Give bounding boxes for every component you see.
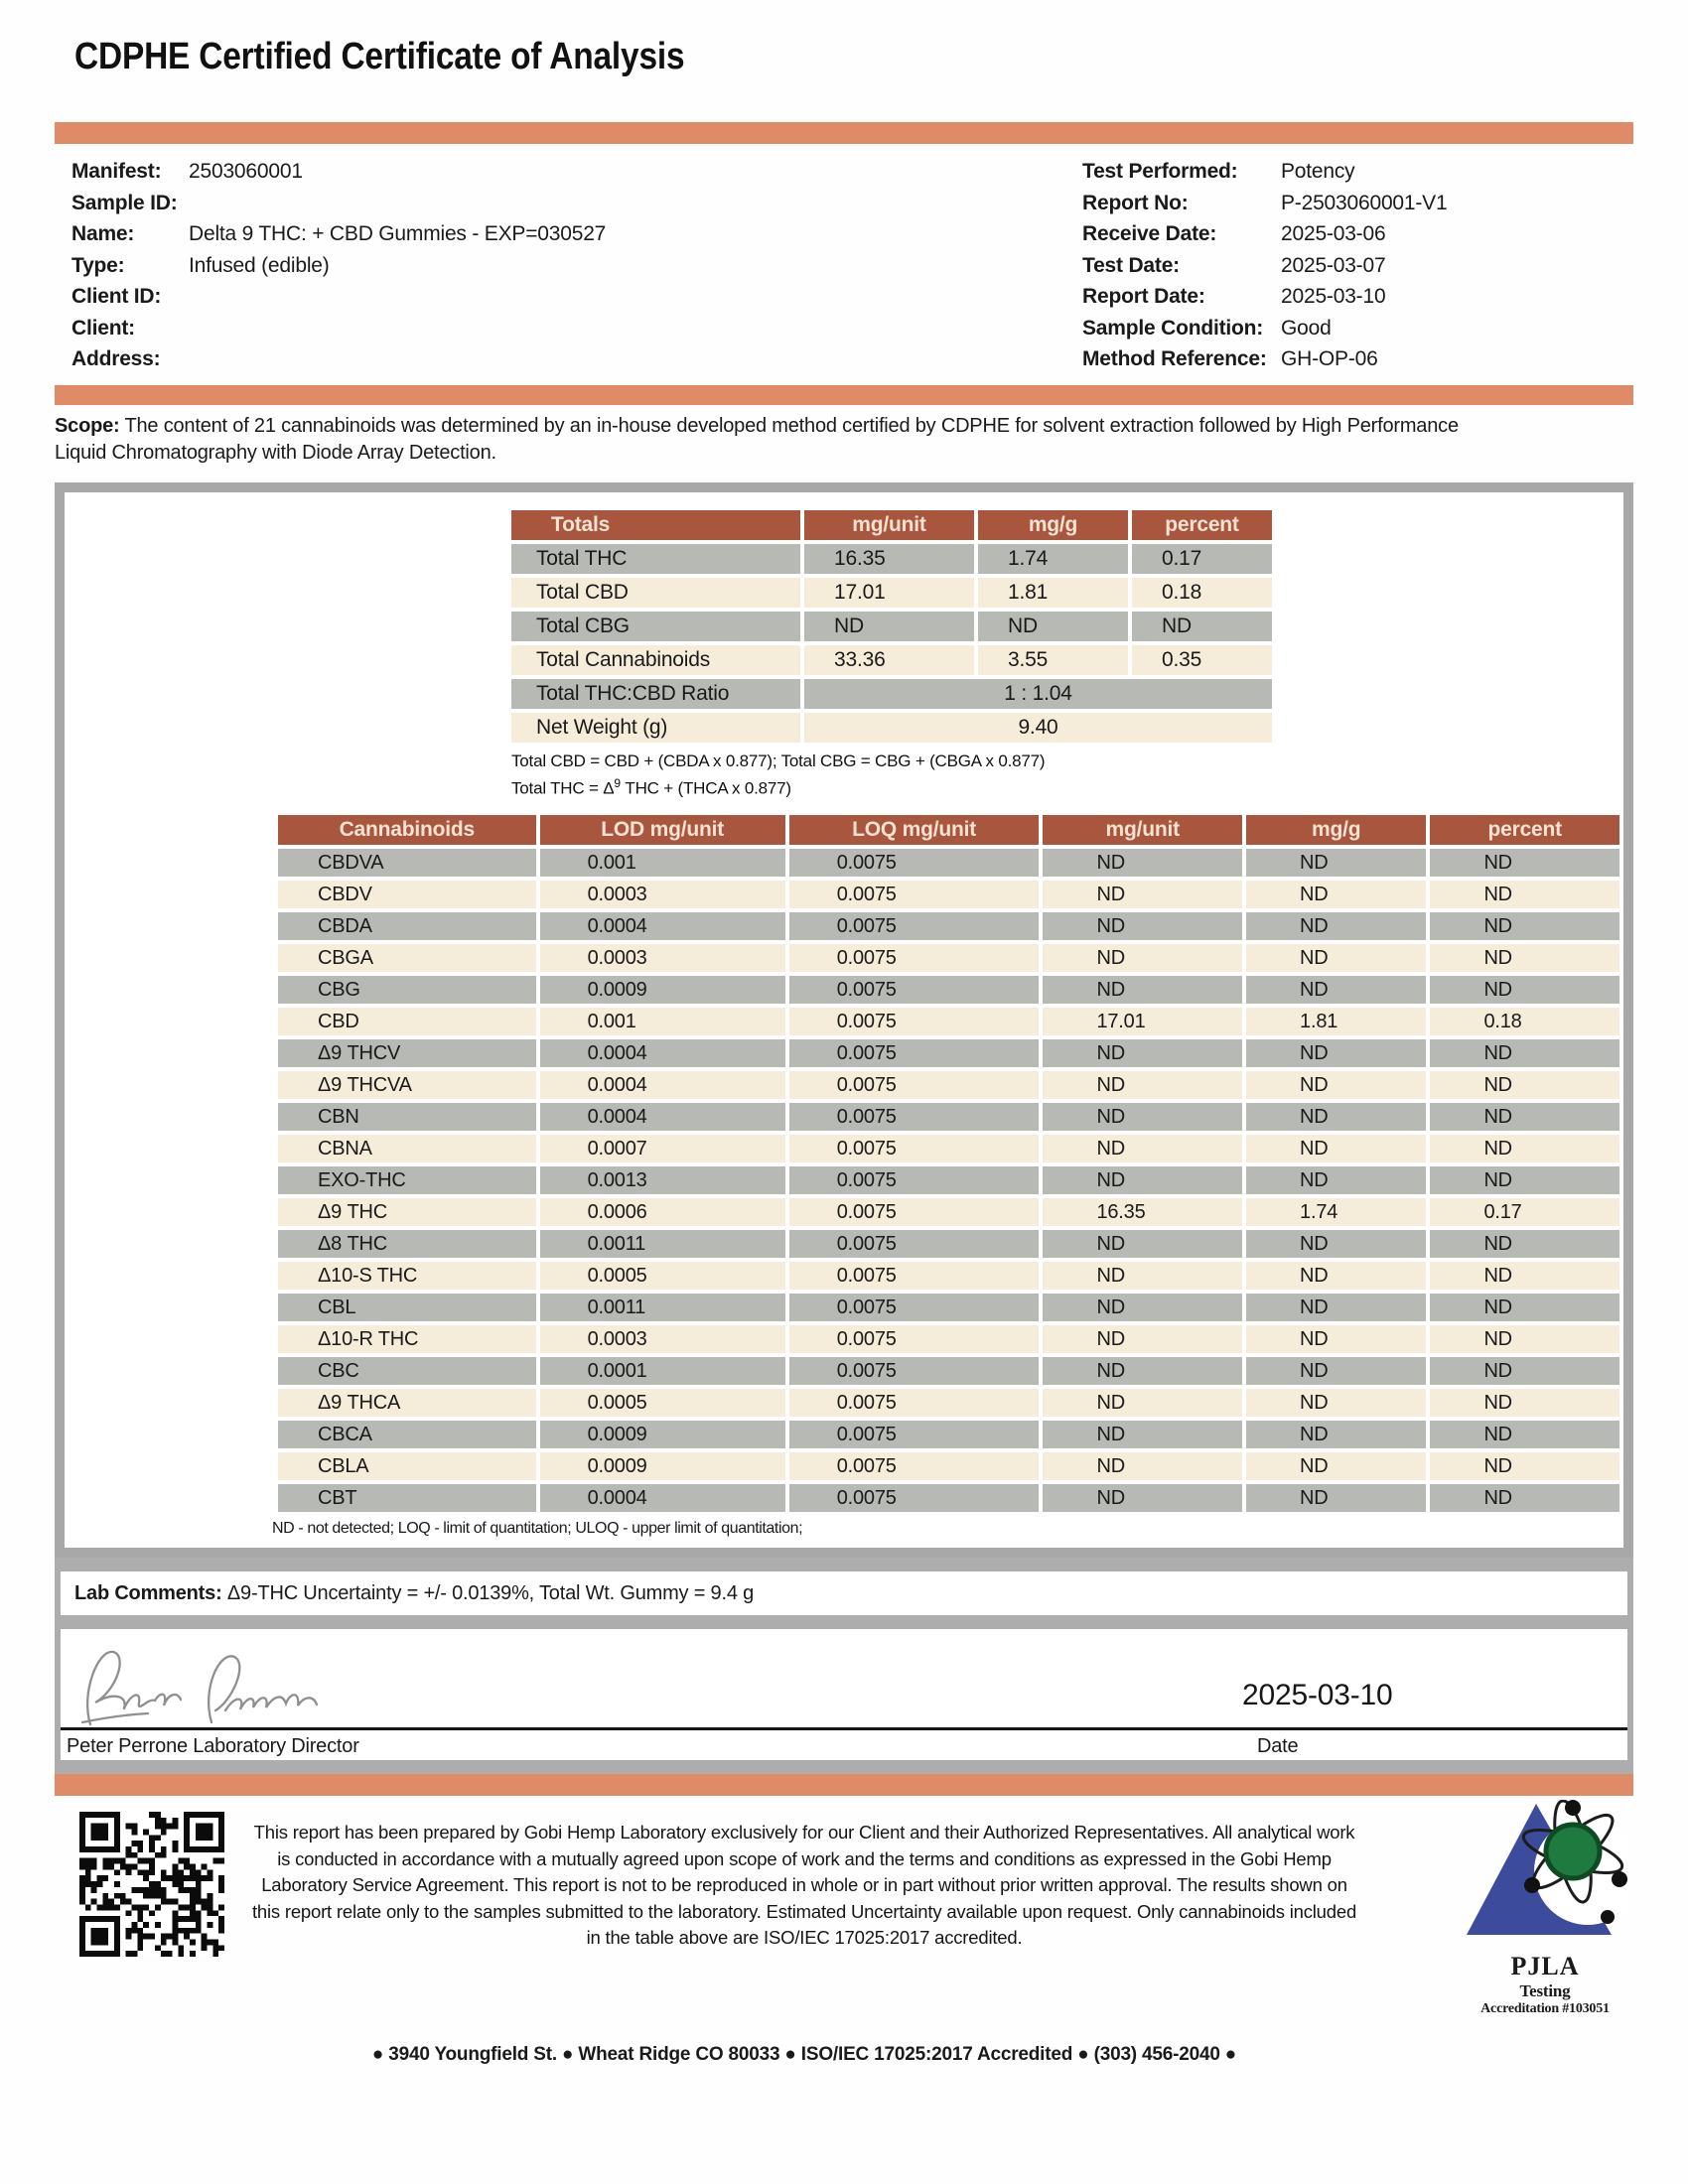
cannabinoid-row — [278, 1262, 1619, 1290]
cannabinoid-name: Δ9 THCV — [278, 1039, 536, 1067]
cannabinoid-value: ND — [1430, 912, 1619, 940]
cannabinoid-value: ND — [1430, 1484, 1619, 1512]
cannabinoid-value: ND — [1246, 1071, 1426, 1099]
info-row — [1082, 313, 1633, 344]
cannabinoid-value: 0.0011 — [540, 1294, 785, 1321]
cannabinoid-value: 0.0075 — [789, 1357, 1040, 1385]
cannabinoids-header-cell: percent — [1430, 815, 1619, 845]
info-value: Delta 9 THC: + CBD Gummies - EXP=030527 — [189, 222, 607, 245]
pjla-logo-icon — [1461, 1800, 1629, 1951]
cannabinoid-name: CBCA — [278, 1421, 536, 1448]
totals-header-cell: percent — [1132, 510, 1272, 540]
cannabinoid-value: ND — [1430, 849, 1619, 877]
info-value: Infused (edible) — [189, 253, 330, 277]
cannabinoid-value: 0.0009 — [540, 1452, 785, 1480]
disclaimer-text: This report has been prepared by Gobi Hemp Laboratory exclusively for our Client and their Authorized Representatives. All analytical work is conducted in accordance with a mutually agreed upon scope of work and the terms and conditions as expressed in the Gobi Hemp Laboratory Service Agreement. This report is not to be reproduced in whole or in part without prior written approval. The results shown on this report relate only to the samples submitted to the laboratory. Estimated Uncertainty available upon request. Only cannabinoids included in the table above are ISO/IEC 17025:2017 accredited. — [251, 1822, 1357, 1949]
page-title: CDPHE Certified Certificate of Analysis — [74, 36, 685, 77]
info-label: Sample Condition: — [1082, 316, 1264, 340]
cannabinoid-value: 0.0004 — [540, 1039, 785, 1067]
cannabinoids-header-cell: mg/g — [1246, 815, 1426, 845]
cannabinoid-row — [278, 1198, 1619, 1226]
cannabinoid-value: ND — [1246, 1039, 1426, 1067]
cannabinoid-value: 0.0005 — [540, 1262, 785, 1290]
totals-row-label: Total CBD — [511, 578, 800, 608]
cannabinoid-value: 0.0075 — [789, 1484, 1040, 1512]
pjla-name: PJLA — [1510, 1952, 1580, 1981]
cannabinoid-name: CBT — [278, 1484, 536, 1512]
info-value: 2503060001 — [189, 160, 303, 183]
info-row — [1082, 281, 1633, 313]
cannabinoid-value: ND — [1430, 1166, 1619, 1194]
cannabinoid-row — [278, 1230, 1619, 1258]
cannabinoid-value: ND — [1430, 1103, 1619, 1131]
totals-table — [507, 506, 1276, 747]
cannabinoid-value: ND — [1043, 1357, 1242, 1385]
footer — [55, 1796, 1633, 2173]
cannabinoid-value: ND — [1430, 1452, 1619, 1480]
info-value: 2025-03-10 — [1281, 285, 1386, 308]
info-label: Client: — [71, 316, 135, 340]
cannabinoids-table — [274, 811, 1623, 1516]
sample-info-column — [55, 156, 846, 375]
cannabinoid-value: ND — [1043, 1135, 1242, 1162]
cannabinoid-row — [278, 1071, 1619, 1099]
totals-row-label: Total Cannabinoids — [511, 645, 800, 675]
cannabinoid-value: 0.0004 — [540, 1071, 785, 1099]
totals-row-value: 0.17 — [1132, 544, 1272, 574]
pjla-testing-label: Testing — [1519, 1981, 1571, 2001]
cannabinoid-value: ND — [1430, 976, 1619, 1004]
nd-footnote: ND - not detected; LOQ - limit of quantitation; ULOQ - upper limit of quantitation; — [272, 1520, 803, 1538]
totals-header-cell: Totals — [511, 510, 800, 540]
sample-info-section — [55, 156, 1633, 375]
cannabinoid-row — [278, 1325, 1619, 1353]
cannabinoid-name: CBDV — [278, 881, 536, 908]
cannabinoid-value: ND — [1043, 1166, 1242, 1194]
info-value: GH-OP-06 — [1281, 347, 1378, 370]
totals-row-value: 1.74 — [978, 544, 1128, 574]
cannabinoid-value: 0.0075 — [789, 976, 1040, 1004]
cannabinoid-value: 0.0075 — [789, 1294, 1040, 1321]
info-row — [71, 343, 846, 375]
cannabinoid-value: ND — [1430, 1262, 1619, 1290]
totals-row-value: ND — [978, 612, 1128, 641]
totals-span-row — [511, 713, 1272, 743]
cannabinoid-value: 0.0075 — [789, 1230, 1040, 1258]
cannabinoid-value: ND — [1043, 1421, 1242, 1448]
cannabinoid-value: 0.001 — [540, 1008, 785, 1035]
cannabinoid-name: Δ9 THCA — [278, 1389, 536, 1417]
cannabinoid-value: ND — [1430, 1325, 1619, 1353]
cannabinoid-name: Δ9 THCVA — [278, 1071, 536, 1099]
cannabinoid-value: ND — [1043, 1039, 1242, 1067]
cannabinoid-value: 0.0075 — [789, 1071, 1040, 1099]
cannabinoid-name: CBNA — [278, 1135, 536, 1162]
totals-row-value: 0.35 — [1132, 645, 1272, 675]
signature-line — [61, 1727, 1627, 1730]
cannabinoid-value: ND — [1043, 976, 1242, 1004]
cannabinoid-value: 0.0011 — [540, 1230, 785, 1258]
cannabinoid-value: ND — [1246, 849, 1426, 877]
cannabinoids-header-cell: mg/unit — [1043, 815, 1242, 845]
totals-row-value: ND — [1132, 612, 1272, 641]
cannabinoid-value: ND — [1246, 1230, 1426, 1258]
cannabinoid-row — [278, 1484, 1619, 1512]
accent-bar-scope — [55, 385, 1633, 405]
cannabinoid-value: ND — [1246, 1421, 1426, 1448]
cannabinoid-value: 0.0007 — [540, 1135, 785, 1162]
cannabinoid-value: 0.0006 — [540, 1198, 785, 1226]
totals-span-value: 9.40 — [804, 713, 1272, 743]
totals-span-label: Total THC:CBD Ratio — [511, 679, 800, 709]
cannabinoid-row — [278, 1166, 1619, 1194]
cannabinoid-value: 0.0075 — [789, 1389, 1040, 1417]
info-row — [71, 313, 846, 344]
totals-header-cell: mg/unit — [804, 510, 974, 540]
cannabinoid-value: ND — [1246, 1166, 1426, 1194]
cannabinoid-value: 0.0003 — [540, 881, 785, 908]
cannabinoid-value: 0.0075 — [789, 1166, 1040, 1194]
cannabinoid-row — [278, 976, 1619, 1004]
cannabinoid-value: ND — [1246, 912, 1426, 940]
cannabinoid-row — [278, 1421, 1619, 1448]
info-value: 2025-03-07 — [1281, 253, 1386, 277]
cannabinoid-name: CBLA — [278, 1452, 536, 1480]
cannabinoids-header-cell: LOD mg/unit — [540, 815, 785, 845]
totals-footnote-2-prefix: Total THC = Δ — [511, 778, 615, 798]
cannabinoid-value: ND — [1043, 1262, 1242, 1290]
cannabinoid-row — [278, 1357, 1619, 1385]
cannabinoid-name: CBC — [278, 1357, 536, 1385]
totals-row-value: 3.55 — [978, 645, 1128, 675]
cannabinoid-name: CBG — [278, 976, 536, 1004]
scope-label: Scope: — [55, 414, 120, 437]
scope-paragraph — [55, 413, 1504, 467]
cannabinoid-name: Δ8 THC — [278, 1230, 536, 1258]
cannabinoid-name: CBDA — [278, 912, 536, 940]
cannabinoid-value: ND — [1043, 912, 1242, 940]
cannabinoid-value: 0.0005 — [540, 1389, 785, 1417]
info-row — [71, 188, 846, 219]
totals-footnote-2-sup: 9 — [614, 775, 621, 790]
totals-header-row — [511, 510, 1272, 540]
cannabinoid-value: 0.0013 — [540, 1166, 785, 1194]
signature-date: 2025-03-10 — [1242, 1679, 1393, 1712]
cannabinoid-value: ND — [1043, 1325, 1242, 1353]
cannabinoid-value: ND — [1430, 1357, 1619, 1385]
cannabinoid-value: ND — [1246, 1294, 1426, 1321]
cannabinoid-value: ND — [1043, 849, 1242, 877]
cannabinoid-value: ND — [1430, 1135, 1619, 1162]
cannabinoid-value: ND — [1430, 1421, 1619, 1448]
scope-text: The content of 21 cannabinoids was determined by an in-house developed method certified by CDPHE for solvent extraction followed by High Performance Liquid Chromatography with Diode Array Detection. — [55, 414, 1459, 464]
cannabinoid-value: ND — [1430, 1230, 1619, 1258]
cannabinoid-value: ND — [1043, 1071, 1242, 1099]
cannabinoid-value: ND — [1430, 1039, 1619, 1067]
info-row — [71, 156, 846, 188]
lab-comments-text — [61, 1571, 1627, 1615]
cannabinoid-value: 0.0004 — [540, 912, 785, 940]
cannabinoid-value: ND — [1246, 1103, 1426, 1131]
info-row — [1082, 343, 1633, 375]
cannabinoid-row — [278, 881, 1619, 908]
cannabinoid-row — [278, 1389, 1619, 1417]
info-label: Manifest: — [71, 160, 162, 183]
info-label: Address: — [71, 347, 161, 370]
cannabinoids-header-cell: LOQ mg/unit — [789, 815, 1040, 845]
totals-table-body — [511, 544, 1272, 743]
cannabinoid-value: 0.0075 — [789, 881, 1040, 908]
cannabinoid-value: ND — [1043, 1103, 1242, 1131]
cannabinoid-value: 0.0075 — [789, 912, 1040, 940]
cannabinoid-value: ND — [1043, 881, 1242, 908]
totals-row — [511, 544, 1272, 574]
info-label: Type: — [71, 253, 125, 277]
cannabinoid-value: 0.0075 — [789, 1325, 1040, 1353]
cannabinoid-value: ND — [1043, 1294, 1242, 1321]
cannabinoid-row — [278, 1135, 1619, 1162]
info-row — [71, 250, 846, 282]
pjla-accreditation-logo — [1451, 1800, 1639, 2017]
cannabinoid-row — [278, 1294, 1619, 1321]
cannabinoid-value: 0.0004 — [540, 1103, 785, 1131]
cannabinoid-value: ND — [1043, 944, 1242, 972]
totals-row-value: 17.01 — [804, 578, 974, 608]
totals-row-value: 16.35 — [804, 544, 974, 574]
cannabinoid-value: ND — [1430, 1389, 1619, 1417]
cannabinoid-value: ND — [1246, 1262, 1426, 1290]
accent-bar-top — [55, 122, 1633, 144]
cannabinoid-value: 16.35 — [1043, 1198, 1242, 1226]
cannabinoid-name: EXO-THC — [278, 1166, 536, 1194]
qr-code — [79, 1812, 224, 1957]
cannabinoid-value: 0.0004 — [540, 1484, 785, 1512]
cannabinoid-value: ND — [1246, 1484, 1426, 1512]
cannabinoid-value: 0.0009 — [540, 1421, 785, 1448]
cannabinoid-value: ND — [1043, 1389, 1242, 1417]
info-row — [1082, 218, 1633, 250]
info-label: Report No: — [1082, 191, 1189, 214]
cannabinoid-name: Δ9 THC — [278, 1198, 536, 1226]
lab-comments-box — [55, 1558, 1633, 1629]
cannabinoid-row — [278, 849, 1619, 877]
cannabinoids-header-row — [278, 815, 1619, 845]
cannabinoid-value: 0.0009 — [540, 976, 785, 1004]
cannabinoid-name: Δ10-S THC — [278, 1262, 536, 1290]
totals-footnotes — [511, 751, 1623, 800]
totals-row-value: 0.18 — [1132, 578, 1272, 608]
results-box — [55, 482, 1633, 1559]
cannabinoid-value: ND — [1246, 944, 1426, 972]
info-row — [71, 218, 846, 250]
info-value: P-2503060001-V1 — [1281, 191, 1448, 214]
cannabinoid-value: 0.0075 — [789, 1452, 1040, 1480]
lab-address-line: ● 3940 Youngfield St. ● Wheat Ridge CO 80033 ● ISO/IEC 17025:2017 Accredited ● (303) 456-2040 ● — [371, 2044, 1237, 2066]
info-value: Good — [1281, 316, 1332, 340]
cannabinoid-value: ND — [1246, 976, 1426, 1004]
totals-row — [511, 645, 1272, 675]
totals-footnote-2-suffix: THC + (THCA x 0.877) — [620, 778, 791, 798]
cannabinoids-header-cell: Cannabinoids — [278, 815, 536, 845]
info-label: Report Date: — [1082, 285, 1205, 308]
info-label: Name: — [71, 222, 135, 245]
cannabinoid-value: 0.0075 — [789, 1103, 1040, 1131]
cannabinoid-value: 0.0003 — [540, 944, 785, 972]
cannabinoid-name: CBDVA — [278, 849, 536, 877]
totals-row-label: Total THC — [511, 544, 800, 574]
info-label: Test Date: — [1082, 253, 1180, 277]
totals-row-label: Total CBG — [511, 612, 800, 641]
info-value: Potency — [1281, 160, 1355, 183]
lab-comments-body: Δ9-THC Uncertainty = +/- 0.0139%, Total Wt. Gummy = 9.4 g — [226, 1582, 755, 1605]
cannabinoid-value: 0.18 — [1430, 1008, 1619, 1035]
cannabinoid-value: ND — [1246, 1357, 1426, 1385]
pjla-accreditation-number: Accreditation #103051 — [1480, 2001, 1610, 2017]
cannabinoid-value: 1.81 — [1246, 1008, 1426, 1035]
cannabinoid-value: ND — [1430, 944, 1619, 972]
signature-section — [55, 1629, 1633, 1774]
cannabinoid-value: 0.0075 — [789, 1262, 1040, 1290]
lab-comments-label: Lab Comments: — [74, 1582, 222, 1605]
cannabinoid-row — [278, 1452, 1619, 1480]
cannabinoid-row — [278, 1008, 1619, 1035]
info-value: 2025-03-06 — [1281, 222, 1386, 245]
info-row — [1082, 156, 1633, 188]
cannabinoid-value: 1.74 — [1246, 1198, 1426, 1226]
info-row — [1082, 250, 1633, 282]
cannabinoid-name: CBD — [278, 1008, 536, 1035]
totals-span-value: 1 : 1.04 — [804, 679, 1272, 709]
cannabinoid-value: ND — [1430, 881, 1619, 908]
info-row — [71, 281, 846, 313]
totals-row — [511, 578, 1272, 608]
totals-header-cell: mg/g — [978, 510, 1128, 540]
totals-row-value: 1.81 — [978, 578, 1128, 608]
cannabinoid-value: 0.0003 — [540, 1325, 785, 1353]
totals-row — [511, 612, 1272, 641]
signatory-name-title: Peter Perrone Laboratory Director — [67, 1735, 359, 1758]
signature-date-label: Date — [1257, 1735, 1299, 1758]
info-label: Method Reference: — [1082, 347, 1267, 370]
totals-footnote-2 — [511, 772, 1623, 800]
cannabinoid-value: ND — [1043, 1484, 1242, 1512]
cannabinoid-value: ND — [1246, 881, 1426, 908]
info-label: Test Performed: — [1082, 160, 1238, 183]
accent-bar-bottom — [55, 1774, 1633, 1796]
totals-footnote-1: Total CBD = CBD + (CBDA x 0.877); Total CBG = CBG + (CBGA x 0.877) — [511, 751, 1046, 770]
info-row — [1082, 188, 1633, 219]
totals-span-label: Net Weight (g) — [511, 713, 800, 743]
cannabinoid-value: 0.0075 — [789, 1421, 1040, 1448]
cannabinoid-name: CBN — [278, 1103, 536, 1131]
cannabinoid-value: ND — [1246, 1452, 1426, 1480]
cannabinoid-value: ND — [1246, 1135, 1426, 1162]
cannabinoid-value: ND — [1043, 1452, 1242, 1480]
totals-row-value: 33.36 — [804, 645, 974, 675]
cannabinoid-value: ND — [1430, 1071, 1619, 1099]
cannabinoid-value: 0.0075 — [789, 1135, 1040, 1162]
cannabinoid-value: ND — [1430, 1294, 1619, 1321]
cannabinoid-name: CBGA — [278, 944, 536, 972]
cannabinoid-value: ND — [1246, 1325, 1426, 1353]
cannabinoid-row — [278, 912, 1619, 940]
cannabinoid-row — [278, 1039, 1619, 1067]
cannabinoid-value: 0.0075 — [789, 944, 1040, 972]
cannabinoid-value: 0.001 — [540, 849, 785, 877]
report-info-column — [1082, 156, 1633, 375]
cannabinoid-name: Δ10-R THC — [278, 1325, 536, 1353]
cannabinoid-value: 17.01 — [1043, 1008, 1242, 1035]
cannabinoid-value: 0.0075 — [789, 1039, 1040, 1067]
cannabinoid-value: ND — [1246, 1389, 1426, 1417]
cannabinoid-value: 0.0075 — [789, 1198, 1040, 1226]
info-label: Client ID: — [71, 285, 162, 308]
info-label: Receive Date: — [1082, 222, 1217, 245]
signature-handwriting — [70, 1635, 368, 1734]
cannabinoids-table-body — [278, 849, 1619, 1512]
cannabinoid-value: 0.0001 — [540, 1357, 785, 1385]
totals-row-value: ND — [804, 612, 974, 641]
cannabinoid-row — [278, 1103, 1619, 1131]
totals-span-row — [511, 679, 1272, 709]
cannabinoid-name: CBL — [278, 1294, 536, 1321]
cannabinoid-value: ND — [1043, 1230, 1242, 1258]
cannabinoid-row — [278, 944, 1619, 972]
cannabinoid-value: 0.17 — [1430, 1198, 1619, 1226]
info-label: Sample ID: — [71, 191, 178, 214]
cannabinoid-value: 0.0075 — [789, 849, 1040, 877]
cannabinoid-value: 0.0075 — [789, 1008, 1040, 1035]
